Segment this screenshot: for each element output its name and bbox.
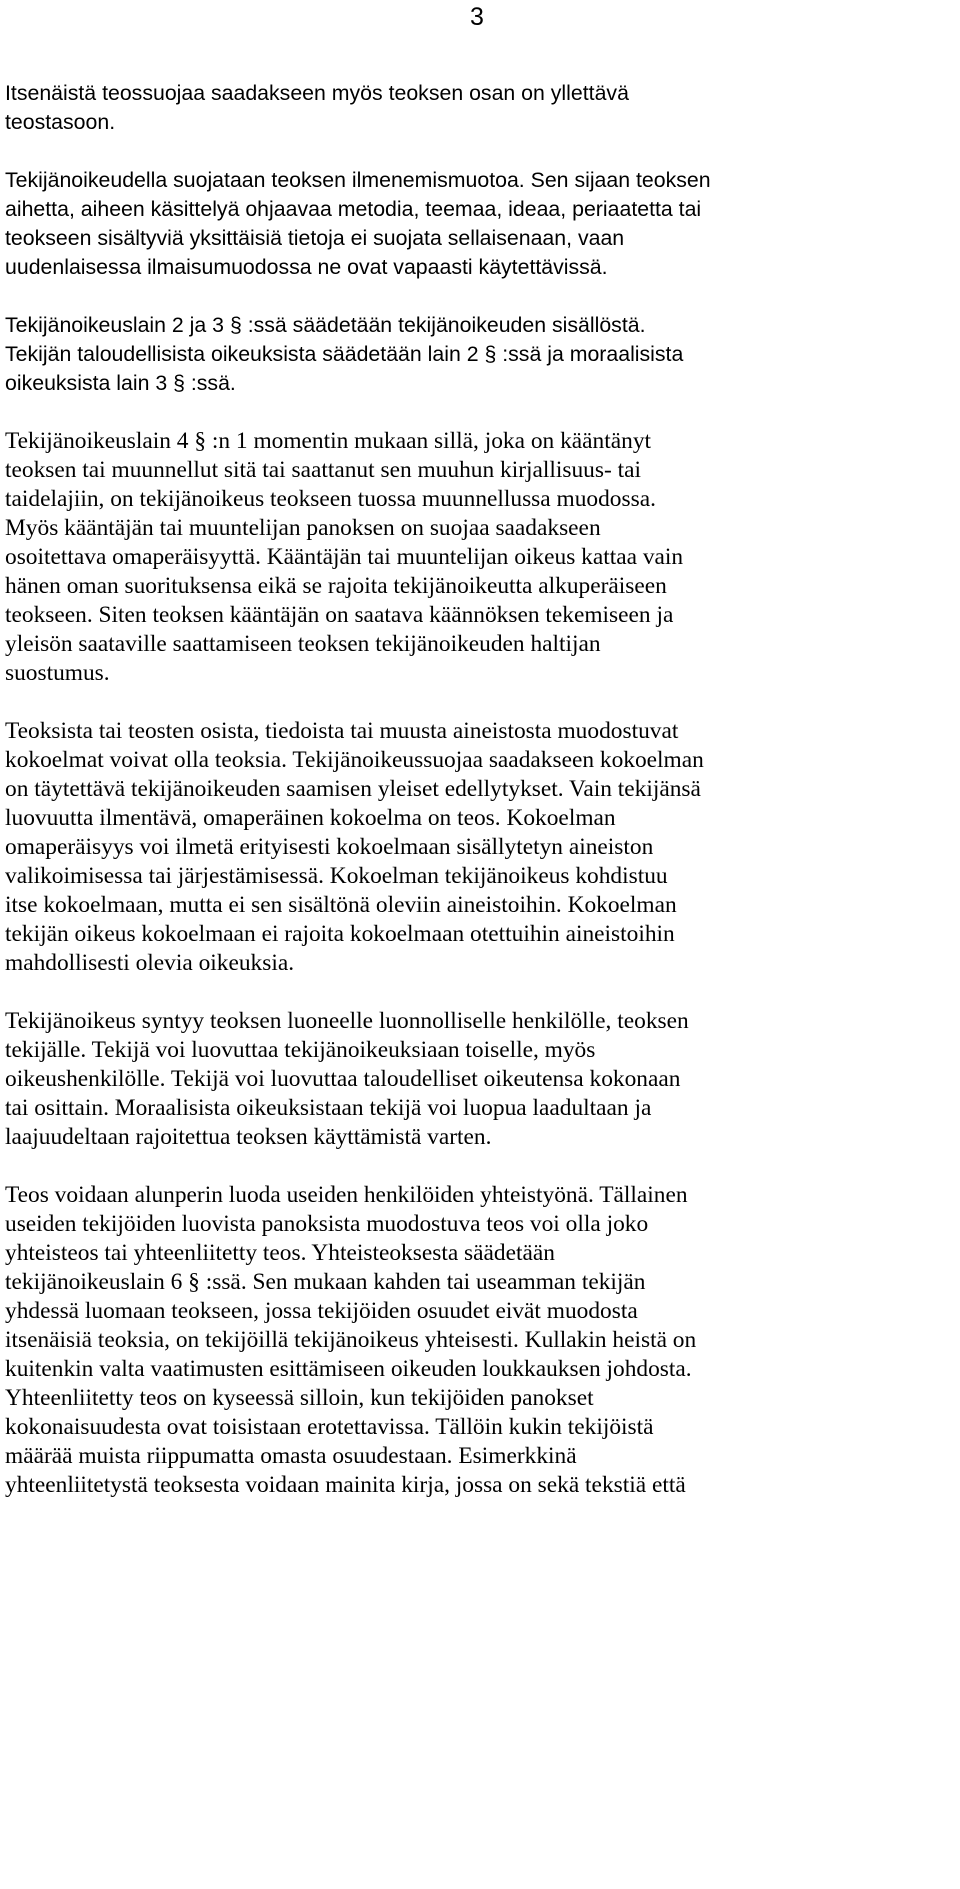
text-line: Tekijän taloudellisista oikeuksista säädetään lain 2 § :ssä ja moraalisista [5,342,684,366]
paragraph-1 [5,79,945,137]
text-line: yhdessä luomaan teokseen, jossa tekijöiden osuudet eivät muodosta [5,1298,638,1324]
document-body [5,79,945,1529]
text-line: aihetta, aiheen käsittelyä ohjaavaa metodia, teemaa, ideaa, periaatetta tai [5,197,702,221]
text-line: useiden tekijöiden luovista panoksista muodostuva teos voi olla joko [5,1211,649,1237]
paragraph-6 [5,1007,945,1152]
page-number: 3 [470,3,484,31]
text-line: laajuudeltaan rajoitettua teoksen käyttämistä varten. [5,1124,492,1150]
text-line: Teoksista tai teosten osista, tiedoista tai muusta aineistosta muodostuvat [5,718,679,744]
paragraph-7 [5,1181,945,1500]
text-line: hänen oman suorituksensa eikä se rajoita tekijänoikeutta alkuperäiseen [5,573,667,599]
text-line: Tekijänoikeudella suojataan teoksen ilmenemismuotoa. Sen sijaan teoksen [5,168,711,192]
text-line: Myös kääntäjän tai muuntelijan panoksen on suojaa saadakseen [5,515,601,541]
text-line: tekijälle. Tekijä voi luovuttaa tekijänoikeuksiaan toiselle, myös [5,1037,596,1063]
text-line: taidelajiin, on tekijänoikeus teokseen tuossa muunnellussa muodossa. [5,486,656,512]
text-line: teoksen tai muunnellut sitä tai saattanut sen muuhun kirjallisuus- tai [5,457,641,483]
text-line: Itsenäistä teossuojaa saadakseen myös teoksen osan on yllettävä [5,81,629,105]
text-line: Yhteenliitetty teos on kyseessä silloin, kun tekijöiden panokset [5,1385,594,1411]
text-line: valikoimisessa tai järjestämisessä. Kokoelman tekijänoikeus kohdistuu [5,863,668,889]
text-line: teokseen. Siten teoksen kääntäjän on saatava käännöksen tekemiseen ja [5,602,674,628]
text-line: Tekijänoikeus syntyy teoksen luoneelle luonnolliselle henkilölle, teoksen [5,1008,689,1034]
text-line: kokonaisuudesta ovat toisistaan erotettavissa. Tällöin kukin tekijöistä [5,1414,654,1440]
text-line: tekijänoikeuslain 6 § :ssä. Sen mukaan kahden tai useamman tekijän [5,1269,646,1295]
text-line: mahdollisesti olevia oikeuksia. [5,950,295,976]
text-line: uudenlaisessa ilmaisumuodossa ne ovat vapaasti käytettävissä. [5,255,608,279]
text-line: kuitenkin valta vaatimusten esittämiseen oikeuden loukkauksen johdosta. [5,1356,692,1382]
text-line: teokseen sisältyviä yksittäisiä tietoja ei suojata sellaisenaan, vaan [5,226,625,250]
text-line: Teos voidaan alunperin luoda useiden henkilöiden yhteistyönä. Tällainen [5,1182,688,1208]
text-line: luovuutta ilmentävä, omaperäinen kokoelma on teos. Kokoelman [5,805,616,831]
text-line: Tekijänoikeuslain 2 ja 3 § :ssä säädetään tekijänoikeuden sisällöstä. [5,313,646,337]
paragraph-3 [5,311,945,398]
text-line: oikeuksista lain 3 § :ssä. [5,371,236,395]
text-line: osoitettava omaperäisyyttä. Kääntäjän tai muuntelijan oikeus kattaa vain [5,544,684,570]
text-line: itse kokoelmaan, mutta ei sen sisältönä oleviin aineistoihin. Kokoelman [5,892,677,918]
paragraph-2 [5,166,945,282]
text-line: oikeushenkilölle. Tekijä voi luovuttaa taloudelliset oikeutensa kokonaan [5,1066,681,1092]
text-line: määrää muista riippumatta omasta osuudestaan. Esimerkkinä [5,1443,577,1469]
text-line: itsenäisiä teoksia, on tekijöillä tekijänoikeus yhteisesti. Kullakin heistä on [5,1327,697,1353]
text-line: yhteisteos tai yhteenliitetty teos. Yhteisteoksesta säädetään [5,1240,555,1266]
text-line: suostumus. [5,660,110,686]
text-line: teostasoon. [5,110,116,134]
text-line: tai osittain. Moraalisista oikeuksistaan tekijä voi luopua laadultaan ja [5,1095,652,1121]
text-line: yleisön saataville saattamiseen teoksen tekijänoikeuden haltijan [5,631,601,657]
paragraph-5 [5,717,945,978]
text-line: on täytettävä tekijänoikeuden saamisen yleiset edellytykset. Vain tekijänsä [5,776,701,802]
text-line: Tekijänoikeuslain 4 § :n 1 momentin mukaan sillä, joka on kääntänyt [5,428,652,454]
text-line: kokoelmat voivat olla teoksia. Tekijänoikeussuojaa saadakseen kokoelman [5,747,704,773]
text-line: yhteenliitetystä teoksesta voidaan mainita kirja, jossa on sekä tekstiä että [5,1472,686,1498]
paragraph-4 [5,427,945,688]
text-line: tekijän oikeus kokoelmaan ei rajoita kokoelmaan otettuihin aineistoihin [5,921,675,947]
text-line: omaperäisyys voi ilmetä erityisesti kokoelmaan sisällytetyn aineiston [5,834,654,860]
